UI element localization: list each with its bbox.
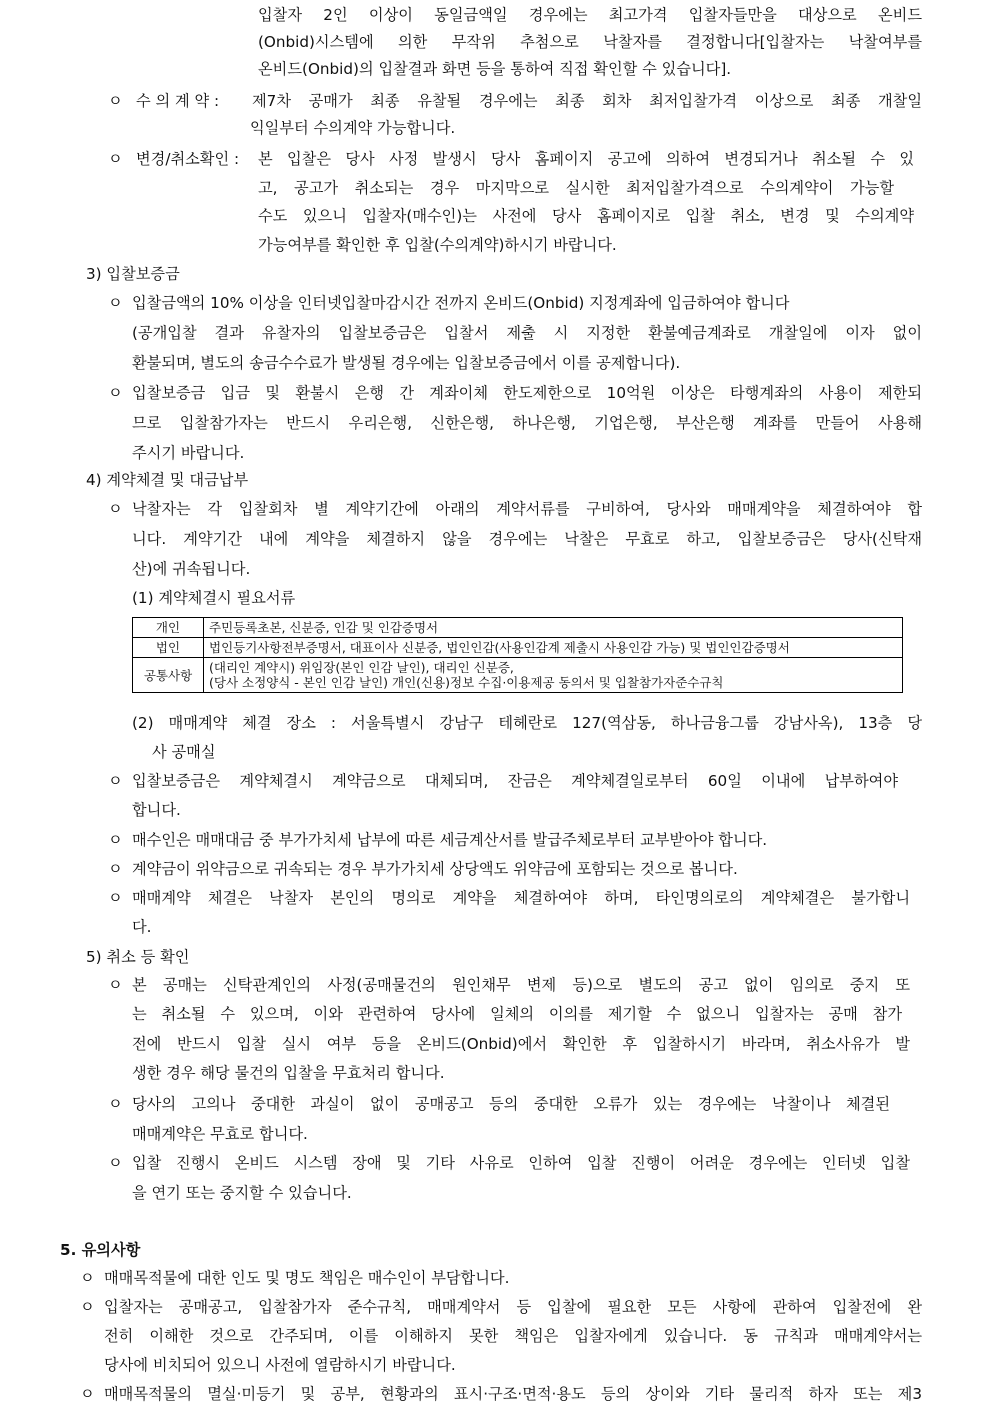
deposit-line: 입찰금액의 10% 이상을 인터넷입찰마감시간 전까지 온비드(Onbid) 지정계좌에 입금하여야 합니다 xyxy=(132,294,790,312)
cancel-line: 당사의 고의나 중대한 과실이 없이 공매공고 등의 중대한 오류가 있는 경우에는 낙찰이나 체결된 xyxy=(132,1095,890,1113)
contract-line: 매수인은 매매대금 중 부가가치세 납부에 따른 세금계산서를 발급주체로부터 교부받아야 합니다. xyxy=(132,831,768,849)
change-cancel-line: 본 입찰은 당사 사정 발생시 당사 홈페이지 공고에 의하여 변경되거나 취소될 수 있 xyxy=(258,150,914,168)
bullet: ㅇ xyxy=(108,976,123,994)
doc-line: (당사 소정양식 - 본인 인감 날인) 개인(신용)정보 수집·이용제공 동의서 및 입찰참가자준수규칙 xyxy=(209,675,724,690)
table-row xyxy=(133,618,903,638)
tie-break-line: (Onbid)시스템에 의한 무작위 추첨으로 낙찰자를 결정합니다[입찰자는 낙찰여부를 xyxy=(258,33,922,51)
bullet: ㅇ xyxy=(80,1385,95,1403)
tie-break-line: 온비드(Onbid)의 입찰결과 화면 등을 통하여 직접 확인할 수 있습니다]. xyxy=(258,60,732,78)
notes-line: 매매목적물의 멸실·미등기 및 공부, 현황과의 표시·구조·면적·용도 등의 상이와 기타 물리적 하자 또는 제3 xyxy=(104,1385,922,1403)
change-cancel-line: 수도 있으니 입찰자(매수인)는 사전에 당사 홈페이지로 입찰 취소, 변경 및 수의계약 xyxy=(258,207,914,225)
bullet: ㅇ xyxy=(108,150,123,168)
contract-place-line: (2) 매매계약 체결 장소 : 서울특별시 강남구 테헤란로 127(역삼동, 하나금융그룹 강남사옥), 13층 당 xyxy=(132,714,922,732)
deposit-line: 므로 입찰참가자는 반드시 우리은행, 신한은행, 하나은행, 기업은행, 부산은행 계좌를 만들어 사용해 xyxy=(132,414,922,432)
cancel-line: 생한 경우 해당 물건의 입찰을 무효처리 합니다. xyxy=(132,1064,445,1082)
deposit-line: (공개입찰 결과 유찰자의 입찰보증금은 입찰서 제출 시 지정한 환불예금계좌로 개찰일에 이자 없이 xyxy=(132,324,922,342)
cancel-line: 전에 반드시 입찰 실시 여부 등을 온비드(Onbid)에서 확인한 후 입찰하시기 바라며, 취소사유가 발 xyxy=(132,1035,910,1053)
contract-line: 낙찰자는 각 입찰회차 별 계약기간에 아래의 계약서류를 구비하여, 당사와 매매계약을 체결하여야 합 xyxy=(132,500,922,518)
cancel-line: 입찰 진행시 온비드 시스템 장애 및 기타 사유로 인하여 입찰 진행이 어려운 경우에는 인터넷 입찰 xyxy=(132,1154,910,1172)
deposit-line: 주시기 바랍니다. xyxy=(132,444,245,462)
contract-line: 입찰보증금은 계약체결시 계약금으로 대체되며, 잔금은 계약체결일로부터 60일 이내에 납부하여야 xyxy=(132,772,898,790)
bullet: ㅇ xyxy=(108,294,123,312)
cancel-line: 매매계약은 무효로 합니다. xyxy=(132,1125,308,1143)
bullet: ㅇ xyxy=(108,772,123,790)
contract-line: 매매계약 체결은 낙찰자 본인의 명의로 계약을 체결하여야 하며, 타인명의로의 계약체결은 불가합니 xyxy=(132,889,910,907)
doc-list: 주민등록초본, 신분증, 인감 및 인감증명서 xyxy=(204,618,903,638)
doc-kind: 법인 xyxy=(133,638,204,658)
deposit-line: 입찰보증금 입금 및 환불시 은행 간 계좌이체 한도제한으로 10억원 이상은 타행계좌의 사용이 제한되 xyxy=(132,384,922,402)
contract-place-line: 사 공매실 xyxy=(152,743,216,761)
doc-kind: 공통사항 xyxy=(133,658,204,693)
required-docs-table xyxy=(132,617,903,693)
item-label: 변경/취소확인 : xyxy=(136,150,240,168)
doc-kind: 개인 xyxy=(133,618,204,638)
deposit-heading: 3) 입찰보증금 xyxy=(86,265,180,283)
negotiated-line: 제7차 공매가 최종 유찰될 경우에는 최종 회차 최저입찰가격 이상으로 최종 개찰일 xyxy=(252,92,922,110)
bullet: ㅇ xyxy=(108,92,123,110)
change-cancel-line: 고, 공고가 취소되는 경우 마지막으로 실시한 최저입찰가격으로 수의계약이 가능할 xyxy=(258,179,894,197)
item-label: 수 의 계 약 : xyxy=(136,92,220,110)
notes-line: 당사에 비치되어 있으니 사전에 열람하시기 바랍니다. xyxy=(104,1356,456,1374)
bullet: ㅇ xyxy=(108,1095,123,1113)
bullet: ㅇ xyxy=(108,384,123,402)
bullet: ㅇ xyxy=(108,1154,123,1172)
bullet: ㅇ xyxy=(80,1298,95,1316)
doc-list: 법인등기사항전부증명서, 대표이사 신분증, 법인인감(사용인감계 제출시 사용인감 가능) 및 법인인감증명서 xyxy=(204,638,903,658)
notes-line: 입찰자는 공매공고, 입찰참가자 준수규칙, 매매계약서 등 입찰에 필요한 모든 사항에 관하여 입찰전에 완 xyxy=(104,1298,922,1316)
doc-line: (대리인 계약시) 위임장(본인 인감 날인), 대리인 신분증, xyxy=(209,660,514,675)
docs-heading: (1) 계약체결시 필요서류 xyxy=(132,589,296,607)
table-row xyxy=(133,658,903,693)
bullet: ㅇ xyxy=(108,500,123,518)
contract-line: 다. xyxy=(132,918,152,936)
deposit-line: 환불되며, 별도의 송금수수료가 발생될 경우에는 입찰보증금에서 이를 공제합니다). xyxy=(132,354,681,372)
tie-break-line: 입찰자 2인 이상이 동일금액일 경우에는 최고가격 입찰자들만을 대상으로 온비드 xyxy=(258,6,922,24)
bullet: ㅇ xyxy=(108,860,123,878)
cancel-line: 본 공매는 신탁관계인의 사정(공매물건의 원인채무 변제 등)으로 별도의 공고 없이 임의로 중지 또 xyxy=(132,976,910,994)
notes-heading: 5. 유의사항 xyxy=(60,1241,141,1259)
bullet: ㅇ xyxy=(108,831,123,849)
notes-line: 전히 이해한 것으로 간주되며, 이를 이해하지 못한 책임은 입찰자에게 있습니다. 동 규칙과 매매계약서는 xyxy=(104,1327,922,1345)
contract-line: 산)에 귀속됩니다. xyxy=(132,560,251,578)
cancel-line: 을 연기 또는 중지할 수 있습니다. xyxy=(132,1184,352,1202)
negotiated-line: 익일부터 수의계약 가능합니다. xyxy=(250,119,456,137)
notes-line: 매매목적물에 대한 인도 및 명도 책임은 매수인이 부담합니다. xyxy=(104,1269,510,1287)
change-cancel-line: 가능여부를 확인한 후 입찰(수의계약)하시기 바랍니다. xyxy=(258,236,617,254)
contract-line: 니다. 계약기간 내에 계약을 체결하지 않을 경우에는 낙찰은 무효로 하고, 입찰보증금은 당사(신탁재 xyxy=(132,530,922,548)
bullet: ㅇ xyxy=(108,889,123,907)
contract-line: 계약금이 위약금으로 귀속되는 경우 부가가치세 상당액도 위약금에 포함되는 것으로 봅니다. xyxy=(132,860,738,878)
bullet: ㅇ xyxy=(80,1269,95,1287)
contract-heading: 4) 계약체결 및 대금납부 xyxy=(86,471,249,489)
table-row xyxy=(133,638,903,658)
cancel-line: 는 취소될 수 있으며, 이와 관련하여 당사에 일체의 이의를 제기할 수 없으니 입찰자는 공매 참가 xyxy=(132,1005,902,1023)
cancel-heading: 5) 취소 등 확인 xyxy=(86,948,190,966)
contract-line: 합니다. xyxy=(132,801,181,819)
doc-list xyxy=(204,658,903,693)
